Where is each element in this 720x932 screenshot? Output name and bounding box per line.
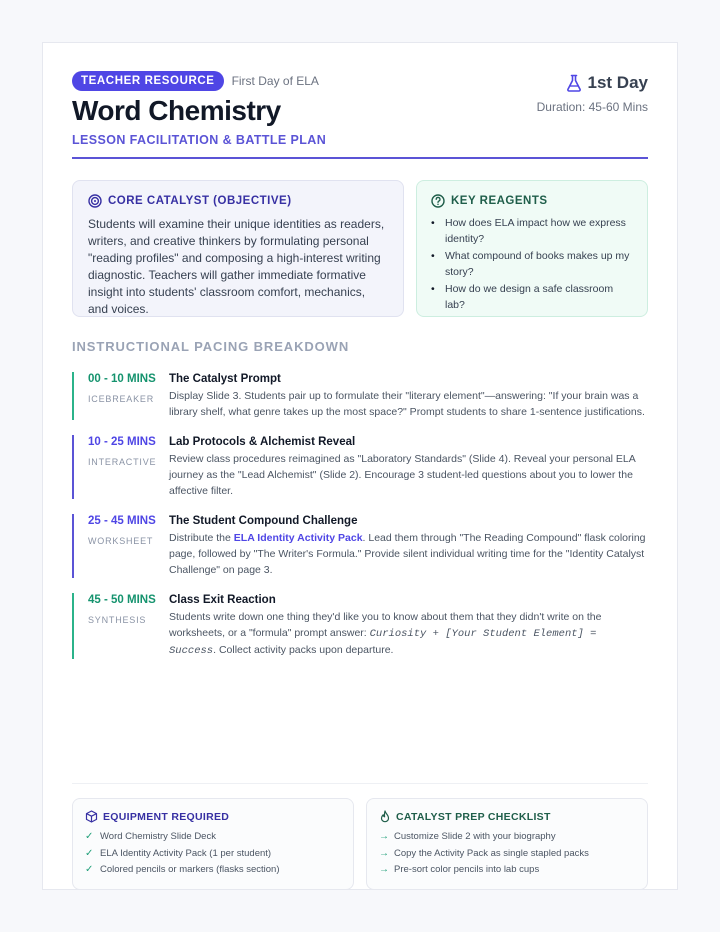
equipment-heading: EQUIPMENT REQUIRED <box>103 810 230 823</box>
objective-heading: CORE CATALYST (OBJECTIVE) <box>108 195 292 207</box>
pacing-tag: SYNTHESIS <box>88 615 147 625</box>
arrow-right-icon: → <box>379 864 389 875</box>
arrow-right-icon: → <box>379 831 389 842</box>
prep-item <box>379 862 635 879</box>
pacing-item <box>72 435 648 499</box>
day-block <box>537 73 648 114</box>
footer <box>72 783 648 890</box>
pacing-desc-text: . Collect activity packs upon departure. <box>213 644 394 656</box>
pacing-time: 45 - 50 MINS <box>88 594 156 606</box>
pacing-desc-text: Students write down one thing they'd like you to know about them that they didn't write on the worksheets, or a "formula" prompt answer: <box>169 611 602 639</box>
header <box>72 71 648 159</box>
reagent-item: • What compound of books makes up my story? <box>431 248 633 280</box>
objective-card <box>72 180 404 317</box>
pacing-title: The Student Compound Challenge <box>169 515 358 527</box>
pacing-desc <box>169 609 648 659</box>
pacing-desc-text: . Lead them through "The Reading Compound" flask coloring page, followed by "The Writer's Formula." Provide silent individual writing time for the "Identity Catalyst Challenge" on page 3. <box>169 532 646 576</box>
pacing-section-title: INSTRUCTIONAL PACING BREAKDOWN <box>72 339 350 354</box>
prep-item <box>379 846 635 863</box>
prep-item-label: Copy the Activity Pack as single stapled packs <box>394 847 589 859</box>
key-reagents-heading: KEY REAGENTS <box>451 195 548 207</box>
key-reagents-card <box>416 180 648 317</box>
pacing-title: Lab Protocols & Alchemist Reveal <box>169 436 356 448</box>
equipment-item-label: ELA Identity Activity Pack (1 per student) <box>100 847 272 859</box>
equipment-item-label: Colored pencils or markers (flasks section) <box>100 864 280 875</box>
pacing-item <box>72 514 648 578</box>
check-icon: ✓ <box>85 831 94 842</box>
equipment-item <box>85 862 341 879</box>
reagent-item: • How do we design a safe classroom lab? <box>431 281 633 313</box>
duration-label: Duration: 45-60 Mins <box>536 100 648 114</box>
equipment-item-label: Word Chemistry Slide Deck <box>100 831 216 842</box>
teacher-resource-badge: TEACHER RESOURCE <box>72 71 224 91</box>
check-icon: ✓ <box>85 847 94 859</box>
prep-item-label: Pre-sort color pencils into lab cups <box>394 864 540 875</box>
pacing-desc <box>169 530 648 578</box>
equipment-item <box>85 846 341 863</box>
lesson-plan-page <box>42 42 678 890</box>
flame-icon <box>379 810 391 823</box>
pacing-tag: ICEBREAKER <box>88 394 155 404</box>
arrow-right-icon: → <box>379 847 389 859</box>
pacing-title: Class Exit Reaction <box>169 594 276 606</box>
pacing-desc: Review class procedures reimagined as "Laboratory Standards" (Slide 4). Reveal your personal ELA journey as the "Lead Alchemist" (Slide 2). Encourage 3 student-led questions about you to lower the affective filter. <box>169 453 636 497</box>
header-kicker: First Day of ELA <box>231 74 319 88</box>
pacing-desc-text: Distribute the <box>169 532 234 544</box>
flask-icon <box>566 74 582 92</box>
page-subtitle: LESSON FACILITATION & BATTLE PLAN <box>72 133 327 147</box>
pacing-time: 25 - 45 MINS <box>88 515 156 527</box>
pacing-time: 10 - 25 MINS <box>88 436 156 448</box>
cube-icon <box>85 810 98 823</box>
reagent-item: • How does ELA impact how we express identity? <box>431 215 633 247</box>
prep-item <box>379 829 635 846</box>
pacing-desc: Display Slide 3. Students pair up to formulate their "literary element"—answering: "If your brain was a library shelf, what genre takes up the most space?" Prompt students to share 1-sentence justifications. <box>169 390 645 418</box>
equipment-item <box>85 829 341 846</box>
pacing-item <box>72 372 648 420</box>
pacing-timeline <box>72 372 648 659</box>
day-label: 1st Day <box>587 73 648 92</box>
page-title: Word Chemistry <box>72 95 281 126</box>
equipment-card <box>72 798 354 890</box>
formula-code: Curiosity + [Your Student Element] = Success <box>169 628 597 657</box>
prep-heading: CATALYST PREP CHECKLIST <box>396 810 551 823</box>
pacing-tag: WORKSHEET <box>88 536 154 546</box>
pacing-time: 00 - 10 MINS <box>88 373 156 385</box>
check-icon: ✓ <box>85 864 94 875</box>
pacing-tag: INTERACTIVE <box>88 457 157 467</box>
pacing-item <box>72 593 648 659</box>
question-circle-icon <box>431 194 445 208</box>
pacing-title: The Catalyst Prompt <box>169 373 281 385</box>
objective-text: Students will examine their unique identities as readers, writers, and creative thinkers by formulating personal "reading profiles" and composing a high-interest writing diagnostic. Teachers will gather immediate formative insight into students' classroom comfort, mechanics, and voices. <box>88 217 385 316</box>
activity-pack-link[interactable]: ELA Identity Activity Pack <box>233 532 363 544</box>
prep-checklist-card <box>366 798 648 890</box>
target-icon <box>88 194 102 208</box>
prep-item-label: Customize Slide 2 with your biography <box>394 831 556 842</box>
